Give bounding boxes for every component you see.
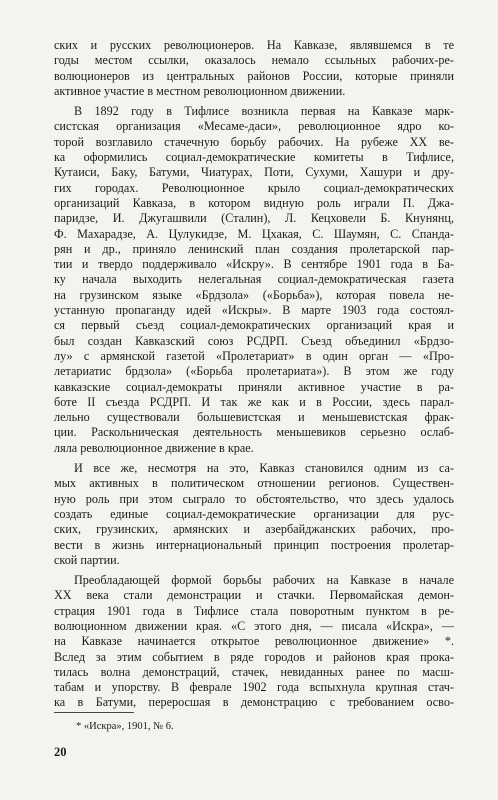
paragraph-3: [54, 461, 454, 568]
text-line: систская организация «Месаме-даси», революционное ядро ко-: [54, 119, 454, 134]
text-line: торой возглавило стачечную борьбу рабочих. На рубеже XX ве-: [54, 134, 454, 149]
text-line: годы местом ссылки, оказалось немало ссыльных рабочих-ре-: [54, 53, 454, 68]
text-line: ную роль при этом сыграло то обстоятельство, что здесь удалось: [54, 491, 454, 506]
main-text: [54, 38, 454, 716]
text-line: лельно существовали большевистская и меньшевистская фрак-: [54, 410, 454, 425]
text-line: ской партии.: [54, 552, 120, 567]
text-line: ку начала выходить нелегальная социал-демократическая газета: [54, 272, 454, 287]
text-line: ции. Раскольническая деятельность меньшевиков серьезно ослаб-: [54, 425, 454, 440]
text-line: активное участие в местном революционном движении.: [54, 83, 346, 98]
text-line: рян и др., приняло ленинский план создания пролетарской пар-: [54, 241, 454, 256]
footnote: * «Искра», 1901, № 6.: [76, 721, 174, 732]
text-line: на Кавказе начинается открытое революционное движение» *.: [54, 634, 454, 649]
page-number: 20: [54, 745, 67, 759]
text-line: Ф. Махарадзе, А. Цулукидзе, М. Цхакая, С. Шаумян, С. Спандa-: [54, 226, 454, 241]
text-line: ляла революционное движение в крае.: [54, 440, 254, 455]
text-line: мых активных в политическом отношении регионов. Существен-: [54, 476, 454, 491]
text-line: страция 1901 года в Тифлисе стала поворотным пунктом в ре-: [54, 603, 454, 618]
paragraph-1: [54, 38, 454, 99]
text-line: паридзе, И. Джугашвили (Сталин), Л. Кецховели Б. Кнунянц,: [54, 211, 454, 226]
text-line: В 1892 году в Тифлисе возникла первая на Кавказе марк-: [74, 104, 454, 119]
text-line: лу» с армянской газетой «Пролетариат» в один орган — «Про-: [54, 348, 454, 363]
text-line: вести в жизнь интернациональный принцип построения пролетар-: [54, 537, 454, 552]
text-line: Кутаиси, Баку, Батуми, Чиатурах, Поти, Сухуми, Хашури и дру-: [54, 165, 454, 180]
text-line: организаций Кавказа, в котором видную роль играли П. Джа-: [54, 195, 454, 210]
text-line: создать единые социал-демократические организации для рус-: [54, 506, 454, 521]
text-line: гих городах. Революционное крыло социал-демократических: [54, 180, 454, 195]
text-line: ских и русских революционеров. На Кавказе, являвшемся в те: [54, 38, 454, 52]
text-line: Вслед за этим событием в ряде городов и районов края прока-: [54, 649, 454, 664]
text-line: ся первый съезд социал-демократических организаций края и: [54, 318, 454, 333]
text-line: тии и твердо поддерживало «Искру». В сентябре 1901 года в Ба-: [54, 257, 454, 272]
text-line: волюционном движении края. «С этого дня, — писала «Искра», —: [54, 618, 454, 633]
paragraph-4: [54, 573, 454, 711]
text-line: волюционеров из центральных районов России, которые приняли: [54, 68, 454, 83]
text-line: И все же, несмотря на это, Кавказ становился одним из са-: [74, 461, 454, 476]
text-line: летариатис брдзола» («Борьба пролетариата»). В этом же году: [54, 364, 454, 379]
text-line: XX века стали демонстрации и стачки. Первомайская демон-: [54, 588, 454, 603]
text-line: табам и упорству. В феврале 1902 года вспыхнула крупная стач-: [54, 680, 454, 695]
text-line: боте II съезда РСДРП. И так же как и в России, здесь парал-: [54, 394, 454, 409]
text-line: ка в Батуми, переросшая в демонстрацию с требованием осво-: [54, 695, 454, 710]
text-line: Преобладающей формой борьбы рабочих на Кавказе в начале: [74, 573, 454, 588]
text-line: кавказские социал-демократы приняли активное участие в ра-: [54, 379, 454, 394]
footnote-divider: [54, 712, 134, 713]
text-line: был создан Кавказский союз РСДРП. Съезд объединил «Брдзо-: [54, 333, 454, 348]
text-line: ка оформились социал-демократические комитеты в Тифлисе,: [54, 150, 454, 165]
text-line: тилась волна демонстраций, стачек, невиданных ранее по масш-: [54, 664, 454, 679]
text-line: устанную пропаганду идей «Искры». В марте 1903 года состоял-: [54, 303, 454, 318]
paragraph-2: [54, 104, 454, 456]
text-line: ских, грузинских, армянских и азербайджанских рабочих, про-: [54, 522, 454, 537]
text-line: на грузинском языке «Брдзола» («Борьба»), которая повела не-: [54, 287, 454, 302]
